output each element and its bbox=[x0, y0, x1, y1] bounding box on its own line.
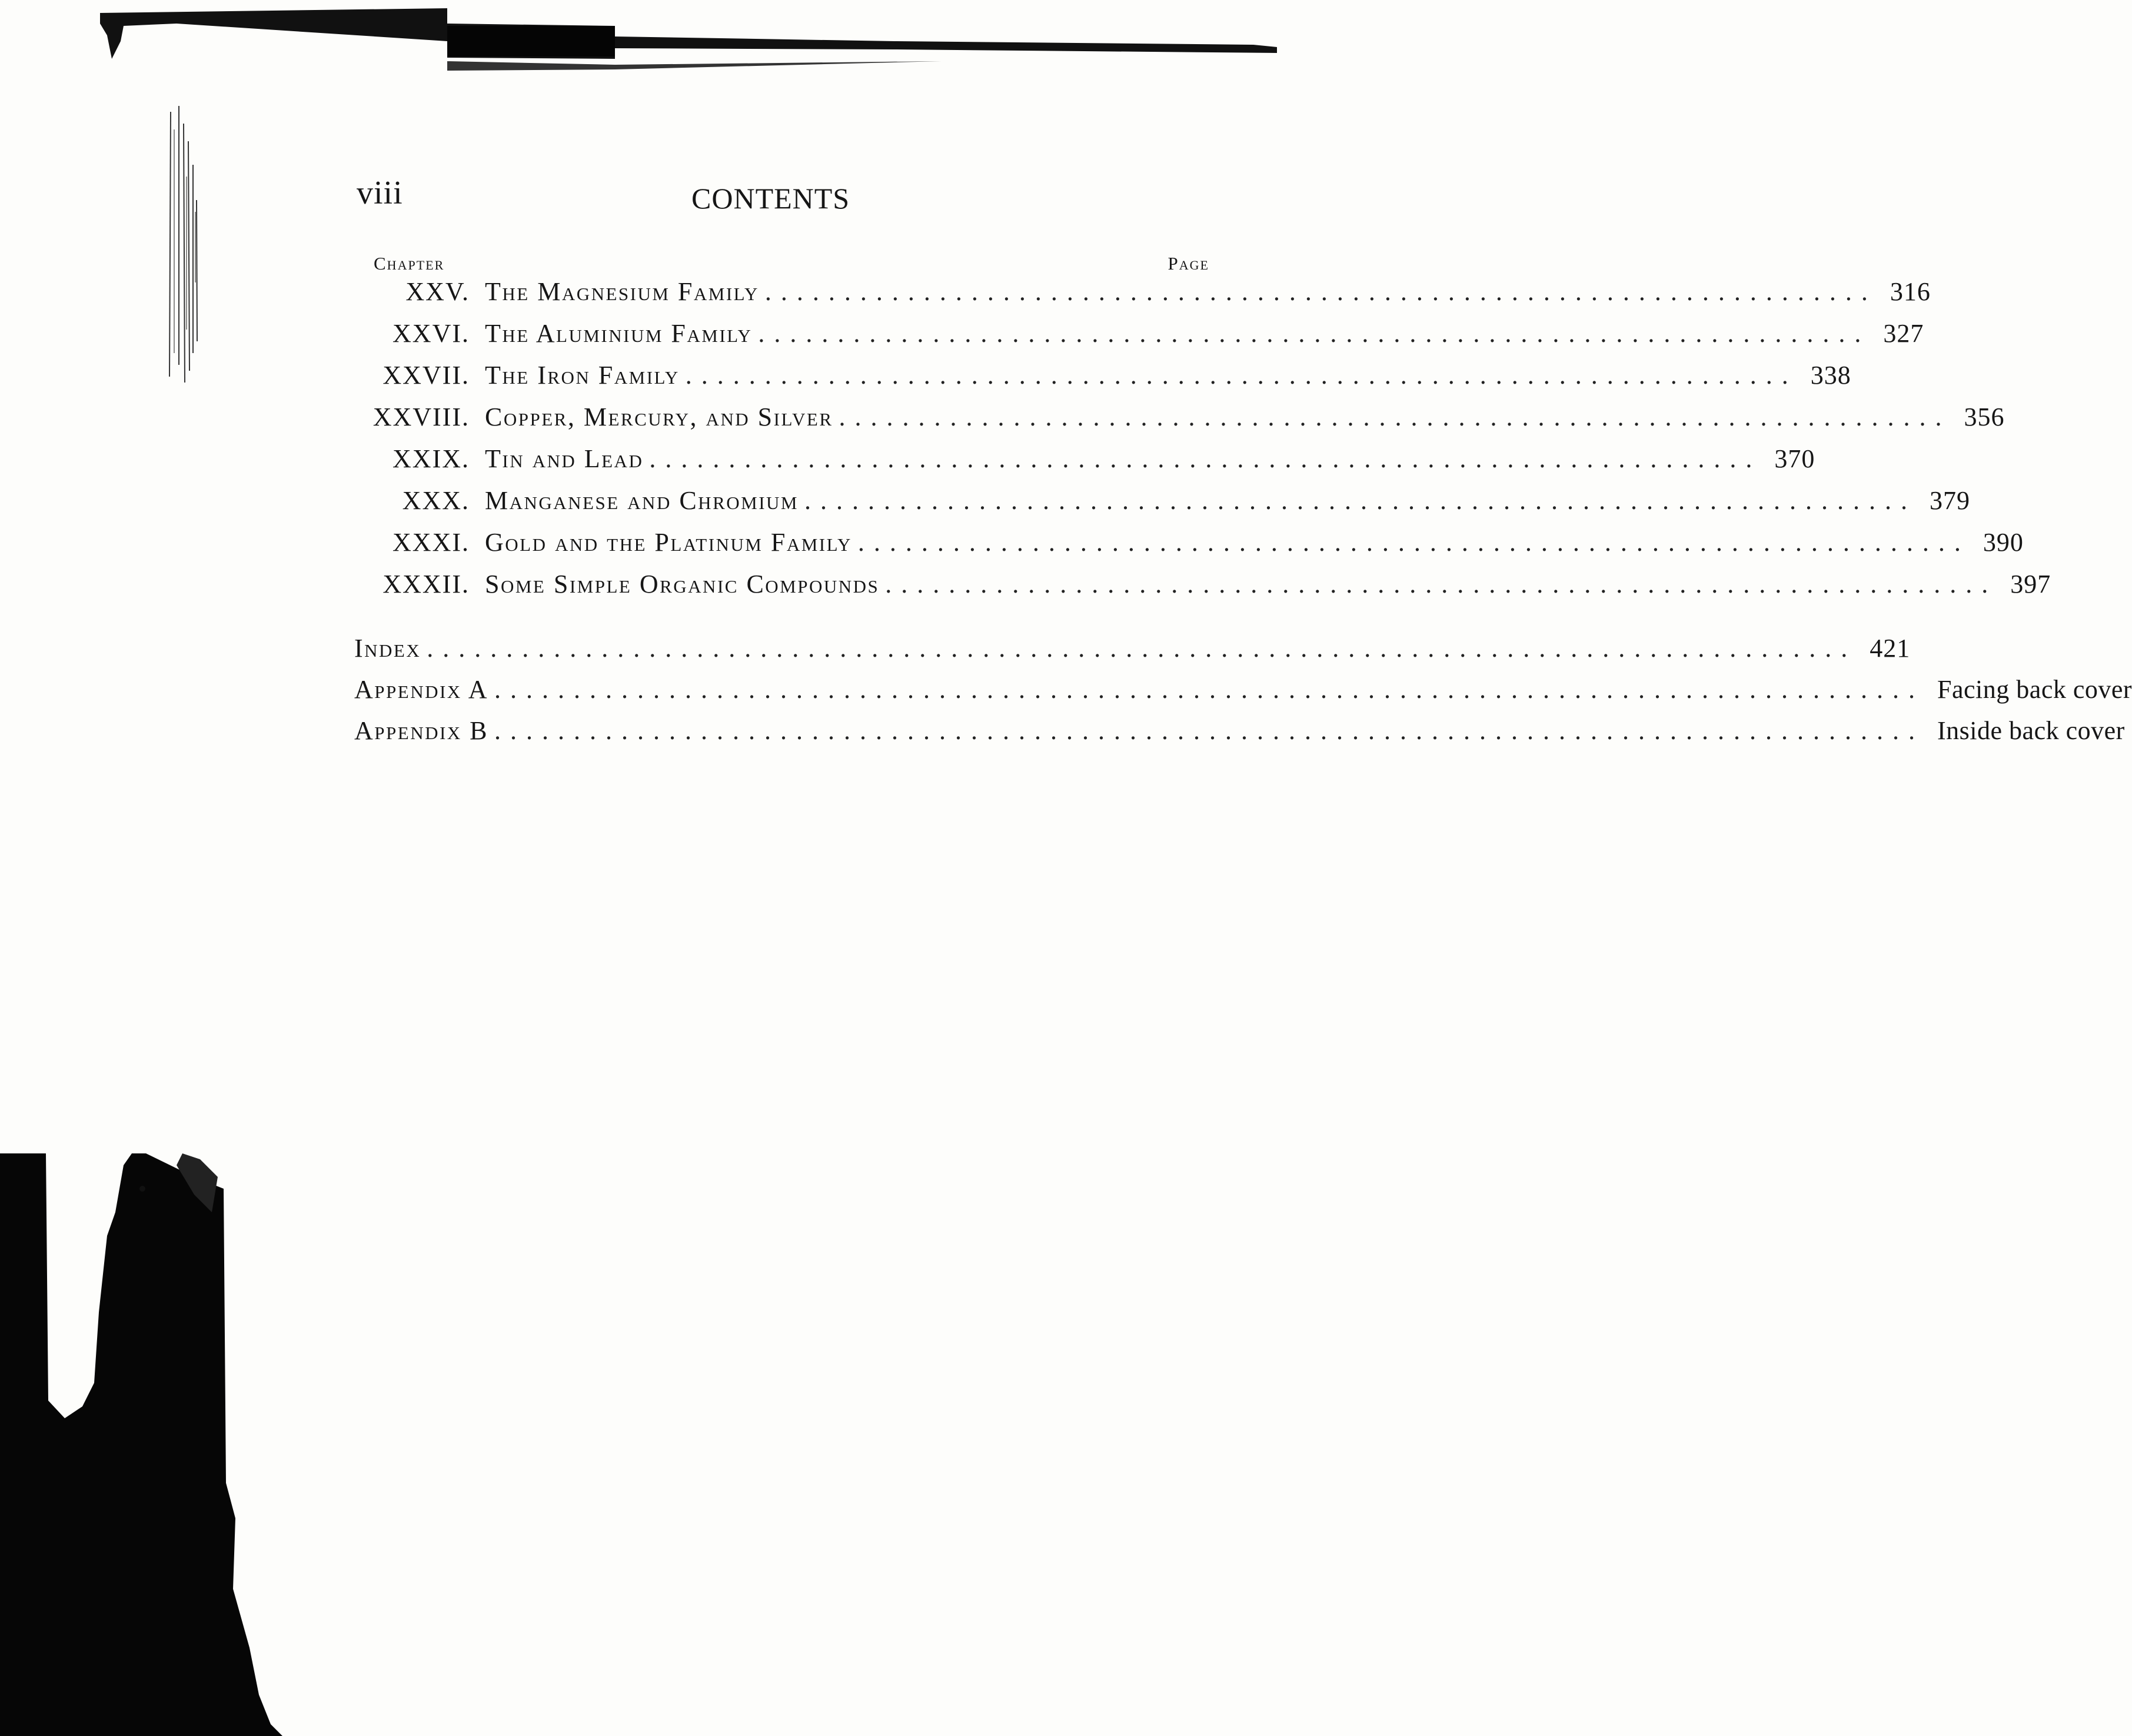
chapter-number: XXVIII. bbox=[372, 403, 470, 431]
chapter-page: 390 bbox=[1983, 528, 2024, 557]
back-matter-page: Facing back cover bbox=[1937, 675, 2132, 704]
toc-row bbox=[353, 444, 1815, 488]
dot-leader: ...................................................................... bbox=[685, 361, 1798, 390]
chapter-page: 379 bbox=[1929, 486, 1970, 515]
chapter-number: XXXII. bbox=[383, 570, 470, 598]
dot-leader: .......................................................................................... bbox=[427, 634, 1857, 663]
dot-leader: ...................................................................... bbox=[885, 570, 1998, 598]
chapter-title: The Aluminium Family bbox=[485, 319, 753, 348]
scan-spine-marks bbox=[159, 59, 200, 388]
back-matter-title: Index bbox=[354, 634, 421, 663]
scan-shadow-bottom-left bbox=[0, 1142, 282, 1736]
back-matter-page: 421 bbox=[1870, 634, 1911, 663]
dot-leader: ...................................................................... bbox=[857, 528, 1970, 557]
chapter-number: XXXI. bbox=[393, 528, 470, 557]
chapter-page: 397 bbox=[2010, 570, 2051, 598]
toc-row bbox=[353, 716, 2125, 759]
dot-leader: ...................................................................... bbox=[839, 403, 1951, 431]
dot-leader: ...................................................................... bbox=[764, 277, 1877, 306]
toc-row bbox=[353, 403, 2005, 446]
chapter-title: Gold and the Platinum Family bbox=[485, 528, 852, 557]
chapter-title: The Magnesium Family bbox=[485, 277, 759, 306]
chapter-page: 316 bbox=[1890, 277, 1931, 306]
back-matter-list bbox=[353, 634, 2132, 759]
chapter-page: 356 bbox=[1964, 403, 2005, 431]
chapter-number: XXX. bbox=[402, 486, 470, 515]
page-number: viii bbox=[357, 175, 403, 211]
chapter-page: 327 bbox=[1883, 319, 1924, 348]
dot-leader: ...................................................................... bbox=[649, 444, 1762, 473]
chapter-column-heading: Chapter bbox=[374, 253, 445, 274]
chapter-title: The Iron Family bbox=[485, 361, 680, 390]
chapter-title: Manganese and Chromium bbox=[485, 486, 799, 515]
chapter-number: XXVII. bbox=[383, 361, 470, 390]
back-matter-page: Inside back cover bbox=[1937, 716, 2125, 745]
chapter-number: XXVI. bbox=[393, 319, 470, 348]
chapter-title: Copper, Mercury, and Silver bbox=[485, 403, 833, 431]
page-title: CONTENTS bbox=[691, 182, 850, 215]
dot-leader: ...................................................................... bbox=[758, 319, 1871, 348]
chapter-title: Some Simple Organic Compounds bbox=[485, 570, 880, 598]
toc-row bbox=[353, 277, 1931, 321]
toc-row bbox=[353, 486, 1970, 530]
toc-row bbox=[353, 361, 1851, 404]
toc-row bbox=[353, 528, 2024, 571]
back-matter-title: Appendix A bbox=[354, 675, 489, 704]
dot-leader: ...................................................................... bbox=[804, 486, 1917, 515]
chapter-page: 370 bbox=[1774, 444, 1815, 473]
chapter-list bbox=[353, 277, 2051, 613]
chapter-number: XXV. bbox=[405, 277, 470, 306]
dot-leader: .......................................................................................... bbox=[494, 675, 1925, 704]
toc-row bbox=[353, 675, 2132, 718]
toc-row bbox=[353, 634, 1911, 677]
page-column-heading: Page bbox=[1168, 253, 1209, 274]
chapter-title: Tin and Lead bbox=[485, 444, 644, 473]
toc-row bbox=[353, 570, 2051, 613]
back-matter-title: Appendix B bbox=[354, 716, 489, 745]
chapter-page: 338 bbox=[1810, 361, 1851, 390]
dot-leader: .......................................................................................... bbox=[494, 716, 1925, 745]
chapter-number: XXIX. bbox=[393, 444, 470, 473]
toc-row bbox=[353, 319, 1924, 363]
